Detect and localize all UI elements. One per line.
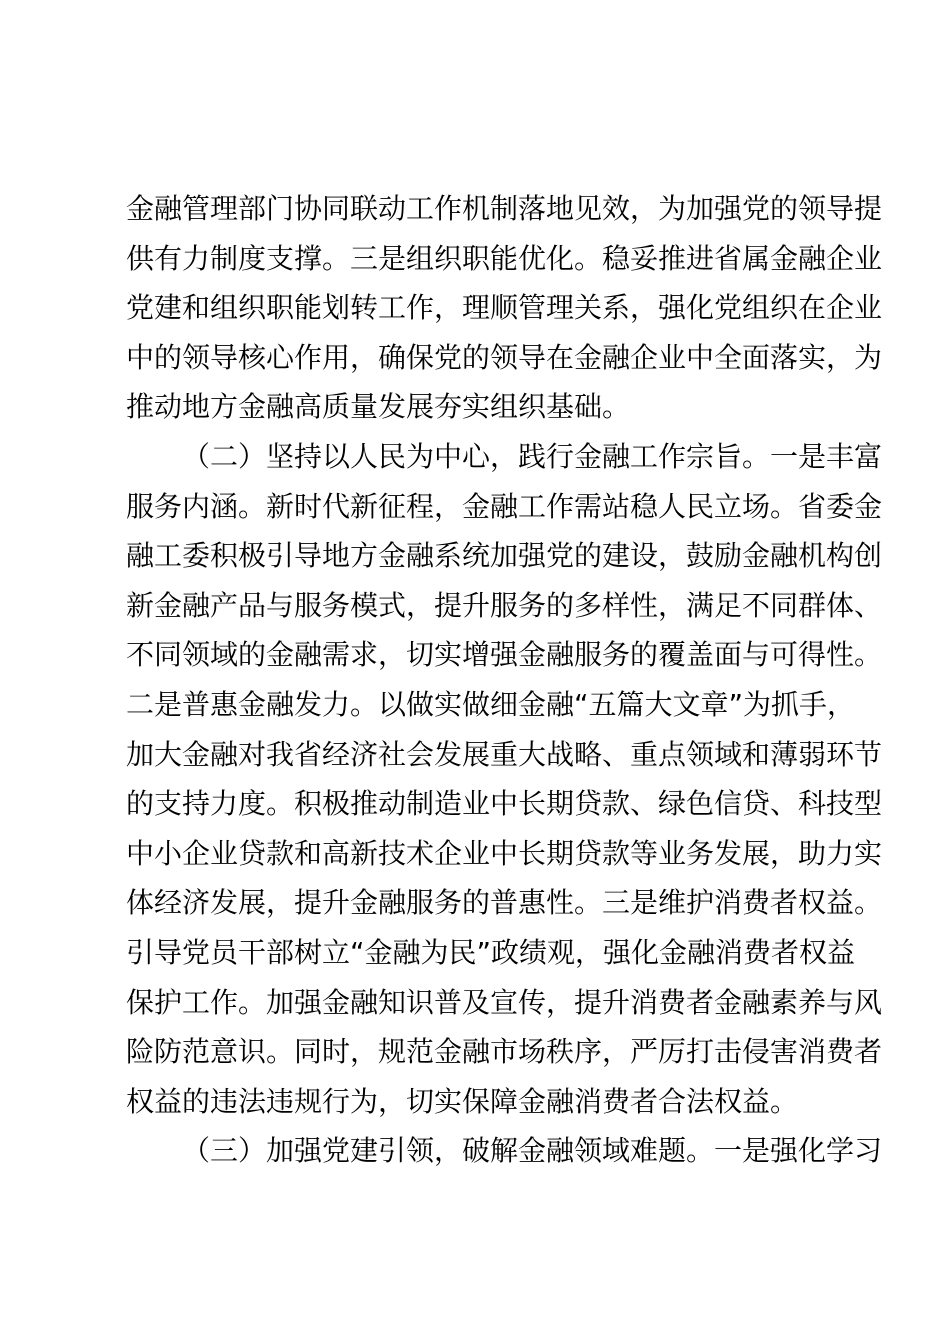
text-line: 体经济发展，提升金融服务的普惠性。三是维护消费者权益。 (126, 886, 883, 920)
text-line: 保护工作。加强金融知识普及宣传，提升消费者金融素养与风 (126, 985, 883, 1019)
paragraph-heading-line: （二）坚持以人民为中心，践行金融工作宗旨。一是丰富 (182, 439, 883, 473)
document-body (126, 184, 883, 1176)
text-line: 的支持力度。积极推动制造业中长期贷款、绿色信贷、科技型 (126, 787, 883, 821)
text-line: 加大金融对我省经济社会发展重大战略、重点领域和薄弱环节 (126, 737, 883, 771)
text-line: 党建和组织职能划转工作，理顺管理关系，强化党组织在企业 (126, 291, 883, 325)
text-line: 权益的违法违规行为，切实保障金融消费者合法权益。 (126, 1084, 799, 1118)
text-line: 中小企业贷款和高新技术企业中长期贷款等业务发展，助力实 (126, 836, 883, 870)
text-line: 引导党员干部树立“金融为民”政绩观，强化金融消费者权益 (126, 935, 856, 969)
text-line: 险防范意识。同时，规范金融市场秩序，严厉打击侵害消费者 (126, 1035, 883, 1069)
text-line: 二是普惠金融发力。以做实做细金融“五篇大文章”为抓手， (126, 687, 856, 721)
text-line: 金融管理部门协同联动工作机制落地见效，为加强党的领导提 (126, 192, 883, 225)
text-line: 中的领导核心作用，确保党的领导在金融企业中全面落实，为 (126, 340, 883, 374)
text-line: 融工委积极引导地方金融系统加强党的建设，鼓励金融机构创 (126, 539, 883, 573)
text-line: 推动地方金融高质量发展夯实组织基础。 (126, 390, 631, 424)
text-line: 服务内涵。新时代新征程，金融工作需站稳人民立场。省委金 (126, 489, 883, 523)
text-line: 不同领域的金融需求，切实增强金融服务的覆盖面与可得性。 (126, 638, 883, 672)
paragraph-heading-line: （三）加强党建引领，破解金融领域难题。一是强化学习 (182, 1134, 883, 1168)
text-line: 新金融产品与服务模式，提升服务的多样性，满足不同群体、 (126, 588, 883, 622)
text-line: 供有力制度支撑。三是组织职能优化。稳妥推进省属金融企业 (126, 241, 883, 275)
